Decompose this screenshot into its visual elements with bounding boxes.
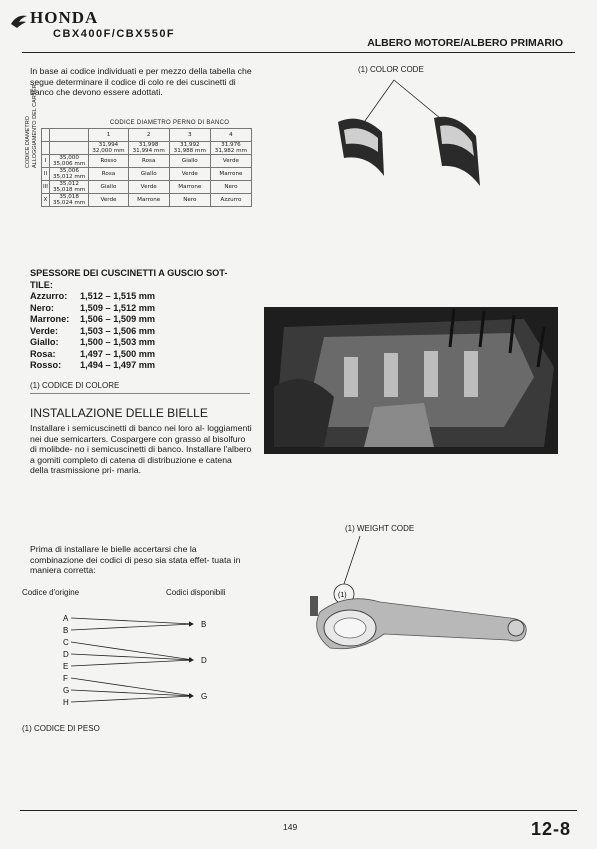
column-code: 1 [89, 129, 128, 142]
mapping-arrow [71, 624, 193, 630]
origin-code: G [63, 686, 70, 695]
row-code: X [42, 194, 50, 207]
bearing-color-cell: Rosa [89, 168, 128, 181]
table-row [42, 194, 252, 207]
row-range: 35,012 35,018 mm [49, 181, 88, 194]
weight-code-footnote: (1) CODICE DI PESO [22, 724, 100, 733]
page-code: 12-8 [530, 819, 571, 839]
thickness-item [30, 349, 255, 361]
thickness-item [30, 291, 255, 303]
thickness-title-2: TILE: [30, 279, 53, 290]
bearing-color-cell: Nero [210, 181, 251, 194]
color-code-label: (1) COLOR CODE [358, 65, 424, 74]
footer-rule [20, 810, 577, 811]
mapping-arrow [71, 660, 193, 666]
origin-code: C [63, 638, 69, 647]
origin-code: H [63, 698, 69, 707]
install-heading: INSTALLAZIONE DELLE BIELLE [30, 406, 208, 420]
crankcase-photo [264, 307, 558, 454]
table-row [42, 168, 252, 181]
thickness-color: Nero: [30, 302, 54, 313]
table-row [42, 155, 252, 168]
connecting-rod-figure [300, 532, 540, 682]
origin-code: A [63, 614, 69, 623]
origin-code: D [63, 650, 69, 659]
weight-check-paragraph: Prima di installare le bielle accertarsi che la combinazione dei codici di peso sia stata effet- tuata in maniera corretta: [30, 544, 241, 576]
bearing-color-cell: Giallo [128, 168, 169, 181]
thickness-color: Azzurro: [30, 291, 68, 301]
thickness-value: 1,503 – 1,506 mm [80, 325, 156, 336]
footnote-rule [30, 393, 250, 394]
brand-name: HONDA [30, 8, 99, 27]
row-code: I [42, 155, 50, 168]
bearing-color-cell: Azzurro [210, 194, 251, 207]
thickness-value: 1,512 – 1,515 mm [80, 291, 156, 301]
bearing-grid [41, 128, 252, 207]
origin-code: B [63, 626, 69, 635]
table-side-label: CODICE DIAMETRO ALLOGGIAMENTO DEL CARTER [25, 84, 38, 168]
page-number: 149 [283, 822, 298, 832]
thickness-value: 1,506 – 1,509 mm [80, 314, 156, 324]
thickness-value: 1,497 – 1,500 mm [80, 348, 156, 359]
table-range-row [42, 142, 252, 155]
row-range: 35,006 35,012 mm [49, 168, 88, 181]
column-code: 3 [169, 129, 210, 142]
bearing-color-cell: Rosso [89, 155, 128, 168]
bearing-color-cell: Marrone [128, 194, 169, 207]
bearing-shells-figure [330, 72, 500, 202]
column-code: 4 [210, 129, 251, 142]
column-range: 31,976 31,982 mm [210, 142, 251, 155]
available-code-title: Codici disponibili [166, 588, 226, 597]
bearing-color-cell: Marrone [210, 168, 251, 181]
bearing-color-cell: Verde [89, 194, 128, 207]
table-title: CODICE DIAMETRO PERNO DI BANCO [109, 120, 230, 126]
bearing-color-cell: Verde [210, 155, 251, 168]
thickness-section [30, 268, 255, 372]
thickness-item [30, 314, 255, 326]
thickness-value: 1,509 – 1,512 mm [80, 302, 156, 313]
thickness-color: Marrone: [30, 314, 70, 324]
thickness-item [30, 360, 255, 372]
thickness-list [30, 291, 255, 372]
mapping-arrow [71, 618, 193, 624]
honda-wing-logo [9, 12, 29, 37]
thickness-item [30, 303, 255, 315]
thickness-value: 1,500 – 1,503 mm [80, 337, 156, 347]
color-code-footnote: (1) CODICE DI COLORE [30, 381, 120, 390]
column-range: 31,992 31,988 mm [169, 142, 210, 155]
row-code: III [42, 181, 50, 194]
weight-code-label: (1) WEIGHT CODE [345, 524, 415, 533]
origin-code-title: Codice d'origine [22, 588, 80, 597]
table-corner [42, 129, 50, 142]
row-code: II [42, 168, 50, 181]
origin-code: E [63, 662, 69, 671]
bearing-color-cell: Rosa [128, 155, 169, 168]
bearing-color-cell: Verde [169, 168, 210, 181]
origin-code: F [63, 674, 68, 683]
thickness-item [30, 326, 255, 338]
thickness-color: Giallo: [30, 337, 59, 347]
header-rule [22, 52, 575, 53]
mapping-arrow [71, 696, 193, 702]
thickness-item [30, 337, 255, 349]
column-code: 2 [128, 129, 169, 142]
table-row [42, 181, 252, 194]
column-range: 31,994 32,000 mm [89, 142, 128, 155]
thickness-value: 1,494 – 1,497 mm [80, 360, 156, 370]
section-title: ALBERO MOTORE/ALBERO PRIMARIO [367, 37, 563, 49]
intro-paragraph: In base ai codice individuati e per mezzo della tabella che segue determinare il codice di colo re dei cuscinetti di banco che devono essere adottati. [30, 66, 252, 98]
row-range: 35,018 35,024 mm [49, 194, 88, 207]
weight-callout: (1) [338, 592, 347, 599]
column-range: 31,998 31,994 mm [128, 142, 169, 155]
table-corner [49, 142, 88, 155]
available-code: D [201, 656, 207, 665]
bearing-code-table [25, 84, 252, 207]
bearing-color-cell: Marrone [169, 181, 210, 194]
weight-code-diagram [55, 608, 225, 718]
thickness-color: Rosso: [30, 360, 62, 370]
row-range: 35,000 35,006 mm [49, 155, 88, 168]
available-code: G [201, 692, 208, 701]
bearing-color-cell: Nero [169, 194, 210, 207]
table-header-row [42, 129, 252, 142]
thickness-color: Rosa: [30, 348, 56, 359]
bearing-color-cell: Giallo [89, 181, 128, 194]
table-corner [49, 129, 88, 142]
available-code: B [201, 620, 207, 629]
bearing-color-cell: Verde [128, 181, 169, 194]
bearing-color-cell: Giallo [169, 155, 210, 168]
table-corner [42, 142, 50, 155]
install-paragraph: Installare i semicuscinetti di banco nei loro al- loggiamenti nei due semicarters. Cospargere con grasso al bisolfuro di molibde- no i semicuscinetti di banco. Installare l'albero a gomiti completo di catena di distribuzione e catena della trasmissione pri- maria. [30, 423, 252, 476]
thickness-title-1: SPESSORE DEI CUSCINETTI A GUSCIO SOT- [30, 268, 228, 278]
thickness-color: Verde: [30, 325, 59, 336]
model-name: CBX400F/CBX550F [53, 28, 176, 40]
